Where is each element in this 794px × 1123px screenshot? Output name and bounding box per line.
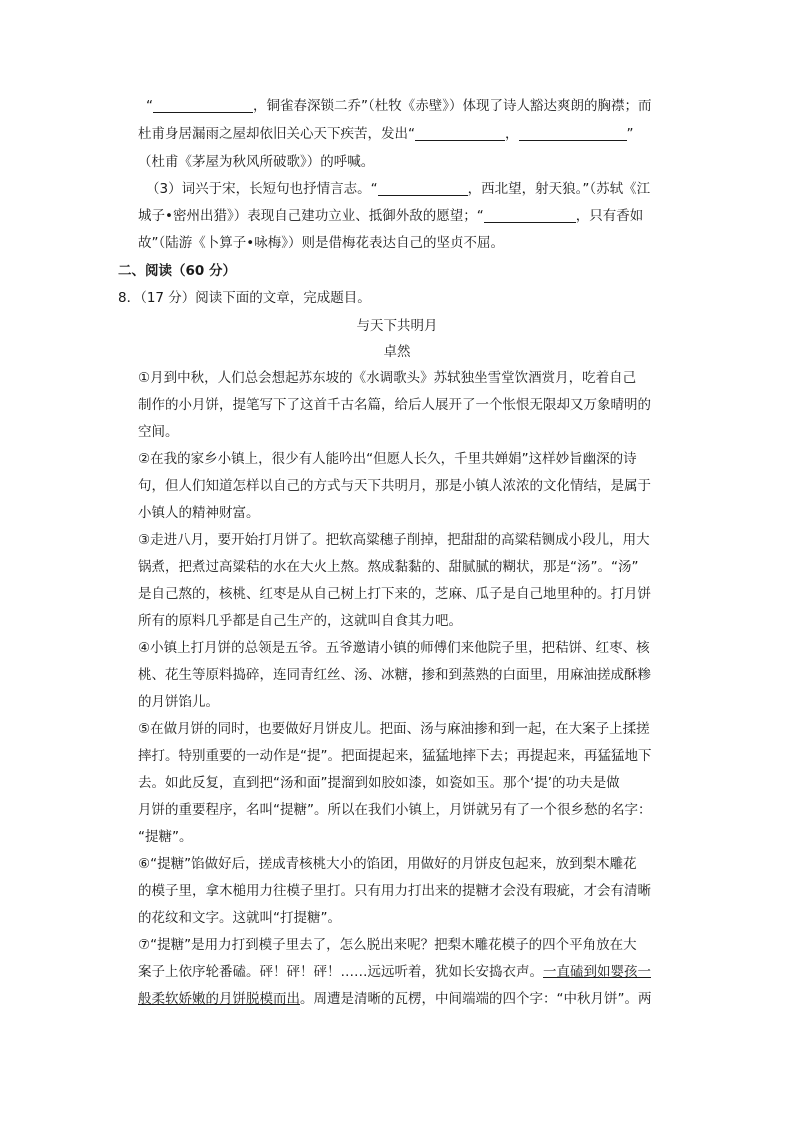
- article-line: 小镇人的精神财富。: [138, 505, 260, 521]
- article-line: ④小镇上打月饼的总领是五爷。五爷邀请小镇的师傅们来他院子里，把秸饼、红枣、核: [138, 640, 650, 656]
- underlined-sentence: 般柔软娇嫩的月饼脱模而出: [138, 991, 300, 1007]
- article-author: 卓然: [383, 344, 411, 360]
- article-line: 锅煮，把煮过高粱秸的水在大火上熬。熬成黏黏的、甜腻腻的糊状，那是“汤”。“汤”: [138, 559, 639, 575]
- answer-blank[interactable]: [153, 98, 253, 113]
- article-title: 与天下共明月: [356, 318, 438, 334]
- article-line: ②在我的家乡小镇上，很少有人能吟出“但愿人长久，千里共婵娟”这样妙旨幽深的诗: [138, 451, 637, 467]
- article-line: 月饼的重要程序，名叫“提糖”。所以在我们小镇上，月饼就另有了一个很乡愁的名字：: [138, 802, 652, 818]
- question-prompt: 8．（17 分）阅读下面的文章，完成题目。: [118, 290, 371, 306]
- poem-fill-line-5: 城子•密州出猎》）表现自己建功立业、抵御外敌的愿望；“ ，只有香如: [138, 208, 644, 224]
- article-line: 去。如此反复，直到把“汤和面”提溜到如胶如漆，如瓷如玉。那个‘提’的功夫是做: [138, 775, 620, 791]
- poem-fill-line-1: “ ，铜雀春深锁二乔”（杜牧《赤壁》）体现了诗人豁达爽朗的胸襟；而: [146, 98, 652, 114]
- poem-fill-line-2: 杜甫身居漏雨之屋却依旧关心天下疾苦，发出“ ， ”: [138, 126, 634, 142]
- article-line: 的模子里，拿木槌用力往模子里打。只有用力打出来的提糖才会没有瑕疵，才会有清晰: [138, 883, 651, 899]
- article-line: 的月饼馅儿。: [138, 694, 219, 710]
- article-line: 般柔软娇嫩的月饼脱模而出。周遭是清晰的瓦楞，中间端端的四个字：“中秋月饼”。两: [138, 991, 652, 1007]
- article-line: “提糖”。: [138, 829, 193, 845]
- article-line: 桃、花生等原料捣碎，连同青红丝、汤、冰糖，掺和到蒸熟的白面里，用麻油搓成酥糁: [138, 667, 651, 683]
- article-line: ⑦“提糖”是用力打到模子里去了，怎么脱出来呢？把梨木雕花模子的四个平角放在大: [138, 937, 637, 953]
- article-line: 摔打。特别重要的一动作是“提”。把面提起来，猛猛地摔下去；再提起来，再猛猛地下: [138, 748, 652, 764]
- article-line: 所有的原料几乎都是自己生产的，这就叫自食其力吧。: [138, 613, 462, 629]
- article-line: ③走进八月，要开始打月饼了。把软高粱穗子削掉，把甜甜的高粱秸铡成小段儿，用大: [138, 532, 650, 548]
- poem-fill-line-6: 故”（陆游《卜算子•咏梅》）则是借梅花表达自己的坚贞不屈。: [138, 235, 504, 251]
- answer-blank[interactable]: [484, 208, 576, 223]
- article-line: ⑥“提糖”馅做好后，搓成青核桃大小的馅团，用做好的月饼皮包起来，放到梨木雕花: [138, 856, 637, 872]
- article-line: 空间。: [138, 424, 179, 440]
- article-line: ⑤在做月饼的同时，也要做好月饼皮儿。把面、汤与麻油掺和到一起，在大案子上揉搓: [138, 721, 650, 737]
- section-heading: 二、阅读（60 分）: [118, 263, 236, 279]
- article-line: 句，但人们知道怎样以自己的方式与天下共明月，那是小镇人浓浓的文化情结，是属于: [138, 478, 651, 494]
- article-line: 的花纹和文字。这就叫“打提糖”。: [138, 910, 341, 926]
- poem-fill-line-3: （杜甫《茅屋为秋风所破歌》）的呼喊。: [138, 154, 375, 170]
- article-line: 案子上依序轮番磕。砰！砰！砰！……远远听着，犹如长安捣衣声。一直磕到如婴孩一: [138, 964, 651, 980]
- article-line: 是自己熬的，核桃、红枣是从自己树上打下来的，芝麻、瓜子是自己地里种的。打月饼: [138, 586, 651, 602]
- answer-blank[interactable]: [378, 181, 468, 196]
- article-line: ①月到中秋，人们总会想起苏东坡的《水调歌头》苏轼独坐雪堂饮酒赏月，吃着自己: [138, 370, 637, 386]
- article-line: 制作的小月饼，提笔写下了这首千古名篇，给后人展开了一个怅恨无限却又万象晴明的: [138, 397, 651, 413]
- answer-blank[interactable]: [519, 126, 627, 141]
- underlined-sentence: 一直磕到如婴孩一: [543, 964, 651, 980]
- answer-blank[interactable]: [415, 126, 505, 141]
- poem-fill-line-4: （3）词兴于宋，长短句也抒情言志。“ ，西北望，射天狼。”（苏轼《江: [146, 181, 651, 197]
